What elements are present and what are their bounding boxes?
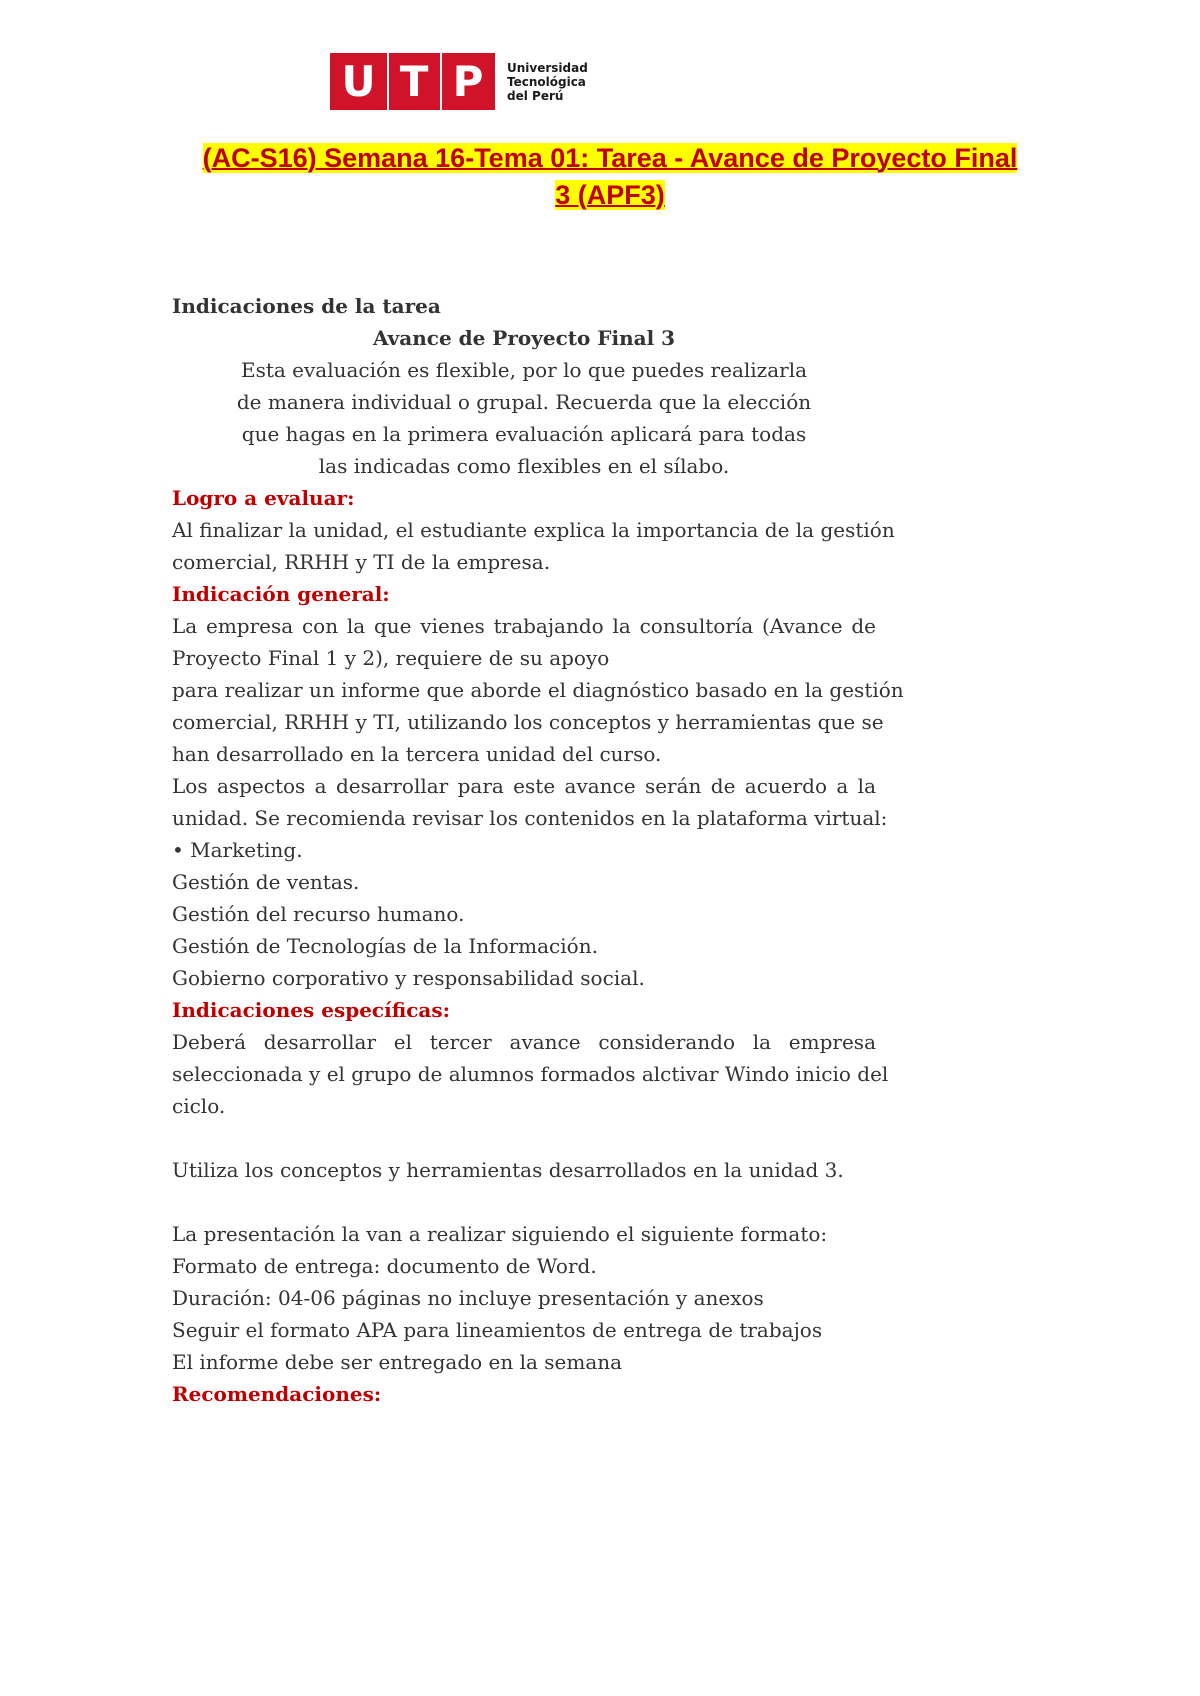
logro-line: comercial, RRHH y TI de la empresa.: [172, 550, 551, 574]
flex-line: las indicadas como flexibles en el sílabo.: [318, 454, 730, 478]
general-line: La empresa con la que vienes trabajando la consultoría (Avance de: [172, 614, 876, 638]
formato-line: Formato de entrega: documento de Word.: [172, 1254, 597, 1278]
utiliza-line: Utiliza los conceptos y herramientas desarrollados en la unidad 3.: [172, 1158, 844, 1182]
general-line: han desarrollado en la tercera unidad del curso.: [172, 742, 662, 766]
general-line: Los aspectos a desarrollar para este avance serán de acuerdo a la: [172, 774, 876, 798]
document-title: [175, 140, 1045, 214]
flex-line: que hagas en la primera evaluación aplicará para todas: [241, 422, 807, 446]
recomendaciones-heading: Recomendaciones:: [172, 1382, 382, 1406]
title-line-2: 3 (APF3): [555, 180, 665, 210]
logo-divider: [440, 53, 442, 110]
general-line: para realizar un informe que aborde el diagnóstico basado en la gestión: [172, 678, 904, 702]
logo-line-1: Universidad: [507, 60, 588, 75]
general-line: Gestión de ventas.: [172, 870, 360, 894]
subtitle: Avance de Proyecto Final 3: [372, 326, 676, 350]
formato-line: Duración: 04-06 páginas no incluye presentación y anexos: [172, 1286, 764, 1310]
blank-line: [172, 1186, 876, 1218]
logro-heading: Logro a evaluar:: [172, 486, 355, 510]
logo-letter-p: P: [452, 56, 484, 106]
general-bullet: • Marketing.: [172, 838, 303, 862]
general-line: Gestión del recurso humano.: [172, 902, 465, 926]
indicaciones-heading: Indicaciones de la tarea: [172, 294, 441, 318]
especificas-line: ciclo.: [172, 1094, 226, 1118]
document-body: [172, 290, 904, 1410]
utp-logo: [330, 53, 588, 110]
logro-line: Al finalizar la unidad, el estudiante explica la importancia de la gestión: [172, 518, 895, 542]
general-line: comercial, RRHH y TI, utilizando los conceptos y herramientas que se: [172, 710, 884, 734]
utp-logo-mark: [330, 53, 495, 110]
general-heading: Indicación general:: [172, 582, 390, 606]
blank-line: [172, 1122, 876, 1154]
logo-line-3: del Perú: [507, 88, 564, 103]
formato-line: La presentación la van a realizar siguiendo el siguiente formato:: [172, 1222, 828, 1246]
general-line: unidad. Se recomienda revisar los contenidos en la plataforma virtual:: [172, 806, 888, 830]
formato-line: Seguir el formato APA para lineamientos de entrega de trabajos: [172, 1318, 823, 1342]
formato-line: El informe debe ser entregado en la semana: [172, 1350, 623, 1374]
especificas-line: Deberá desarrollar el tercer avance considerando la empresa: [172, 1030, 876, 1054]
flex-line: de manera individual o grupal. Recuerda que la elección: [236, 390, 812, 414]
general-line: Gobierno corporativo y responsabilidad social.: [172, 966, 645, 990]
logo-letter-t: T: [399, 56, 429, 106]
title-line-1: (AC-S16) Semana 16-Tema 01: Tarea - Avance de Proyecto Final: [202, 143, 1018, 173]
general-line: Gestión de Tecnologías de la Información.: [172, 934, 598, 958]
logo-line-2: Tecnológica: [507, 74, 586, 89]
logo-wordmark: [507, 61, 588, 103]
general-line: Proyecto Final 1 y 2), requiere de su apoyo: [172, 646, 610, 670]
especificas-line: seleccionada y el grupo de alumnos formados alctivar Windo inicio del: [172, 1062, 889, 1086]
especificas-heading: Indicaciones específicas:: [172, 998, 451, 1022]
logo-letter-u: U: [341, 56, 376, 106]
flex-line: Esta evaluación es flexible, por lo que puedes realizarla: [240, 358, 808, 382]
logo-divider: [387, 53, 389, 110]
